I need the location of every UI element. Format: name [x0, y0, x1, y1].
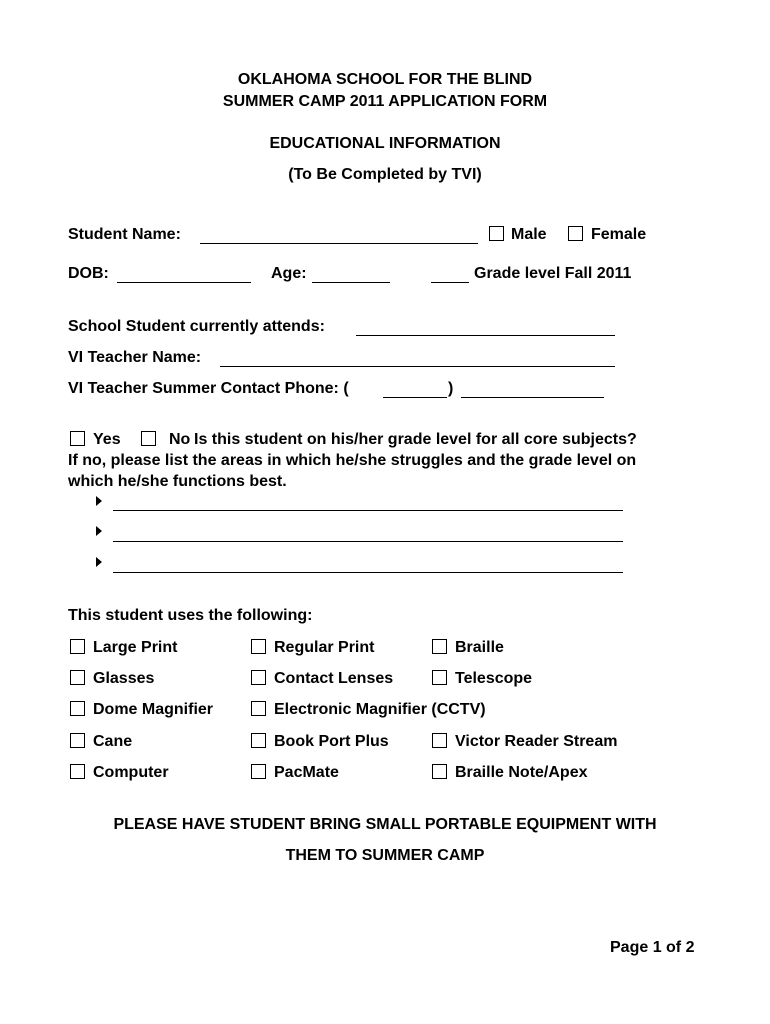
bullet-icon [96, 526, 102, 536]
struggle-area-field[interactable] [113, 510, 623, 511]
glasses-label: Glasses [93, 670, 155, 687]
struggle-area-field[interactable] [113, 572, 623, 573]
braille-checkbox[interactable] [432, 639, 447, 654]
grade-level-field[interactable] [431, 282, 469, 283]
electronic-magnifier-checkbox[interactable] [251, 701, 266, 716]
bullet-icon [96, 557, 102, 567]
regular-print-checkbox[interactable] [251, 639, 266, 654]
computer-label: Computer [93, 764, 169, 781]
no-label: No [169, 431, 191, 448]
contact-lenses-label: Contact Lenses [274, 670, 394, 687]
age-label: Age: [271, 265, 307, 282]
struggle-instruction-line1: If no, please list the areas in which he/she struggles and the grade level on [68, 452, 637, 469]
student-name-field[interactable] [200, 243, 478, 244]
yes-label: Yes [93, 431, 121, 448]
yes-checkbox[interactable] [70, 431, 85, 446]
book-port-plus-checkbox[interactable] [251, 733, 266, 748]
form-title-line1: OKLAHOMA SCHOOL FOR THE BLIND [237, 71, 533, 88]
vi-teacher-name-label: VI Teacher Name: [68, 349, 202, 366]
large-print-label: Large Print [93, 639, 178, 656]
male-label: Male [511, 226, 547, 243]
computer-checkbox[interactable] [70, 764, 85, 779]
pacmate-checkbox[interactable] [251, 764, 266, 779]
form-title-line2: SUMMER CAMP 2011 APPLICATION FORM [222, 93, 548, 110]
dob-label: DOB: [68, 265, 109, 282]
contact-lenses-checkbox[interactable] [251, 670, 266, 685]
dome-magnifier-checkbox[interactable] [70, 701, 85, 716]
vi-teacher-phone-label: VI Teacher Summer Contact Phone: ( [68, 380, 349, 397]
phone-area-code-field[interactable] [383, 397, 447, 398]
telescope-checkbox[interactable] [432, 670, 447, 685]
braille-note-apex-checkbox[interactable] [432, 764, 447, 779]
book-port-plus-label: Book Port Plus [274, 733, 389, 750]
school-label: School Student currently attends: [68, 318, 325, 335]
vi-teacher-name-field[interactable] [220, 366, 615, 367]
female-checkbox[interactable] [568, 226, 583, 241]
struggle-area-field[interactable] [113, 541, 623, 542]
dob-field[interactable] [117, 282, 251, 283]
male-checkbox[interactable] [489, 226, 504, 241]
cane-label: Cane [93, 733, 133, 750]
age-field[interactable] [312, 282, 390, 283]
victor-reader-stream-label: Victor Reader Stream [455, 733, 618, 750]
student-name-label: Student Name: [68, 226, 181, 243]
dome-magnifier-label: Dome Magnifier [93, 701, 214, 718]
braille-note-apex-label: Braille Note/Apex [455, 764, 588, 781]
equipment-heading: This student uses the following: [68, 607, 313, 624]
female-label: Female [591, 226, 647, 243]
victor-reader-stream-checkbox[interactable] [432, 733, 447, 748]
grade-level-question: Is this student on his/her grade level for all core subjects? [194, 431, 637, 448]
glasses-checkbox[interactable] [70, 670, 85, 685]
phone-number-field[interactable] [461, 397, 604, 398]
page-number: Page 1 of 2 [610, 939, 695, 956]
electronic-magnifier-label: Electronic Magnifier (CCTV) [274, 701, 486, 718]
braille-label: Braille [455, 639, 504, 656]
notice-line1: PLEASE HAVE STUDENT BRING SMALL PORTABLE EQUIPMENT WITH [113, 816, 657, 833]
grade-level-label: Grade level Fall 2011 [474, 265, 632, 282]
large-print-checkbox[interactable] [70, 639, 85, 654]
no-checkbox[interactable] [141, 431, 156, 446]
regular-print-label: Regular Print [274, 639, 375, 656]
telescope-label: Telescope [455, 670, 533, 687]
phone-paren-close: ) [448, 380, 454, 397]
notice-line2: THEM TO SUMMER CAMP [285, 847, 485, 864]
pacmate-label: PacMate [274, 764, 339, 781]
section-subtitle: (To Be Completed by TVI) [288, 166, 482, 183]
bullet-icon [96, 496, 102, 506]
cane-checkbox[interactable] [70, 733, 85, 748]
struggle-instruction-line2: which he/she functions best. [68, 473, 287, 490]
section-title: EDUCATIONAL INFORMATION [269, 135, 501, 152]
school-field[interactable] [356, 335, 615, 336]
